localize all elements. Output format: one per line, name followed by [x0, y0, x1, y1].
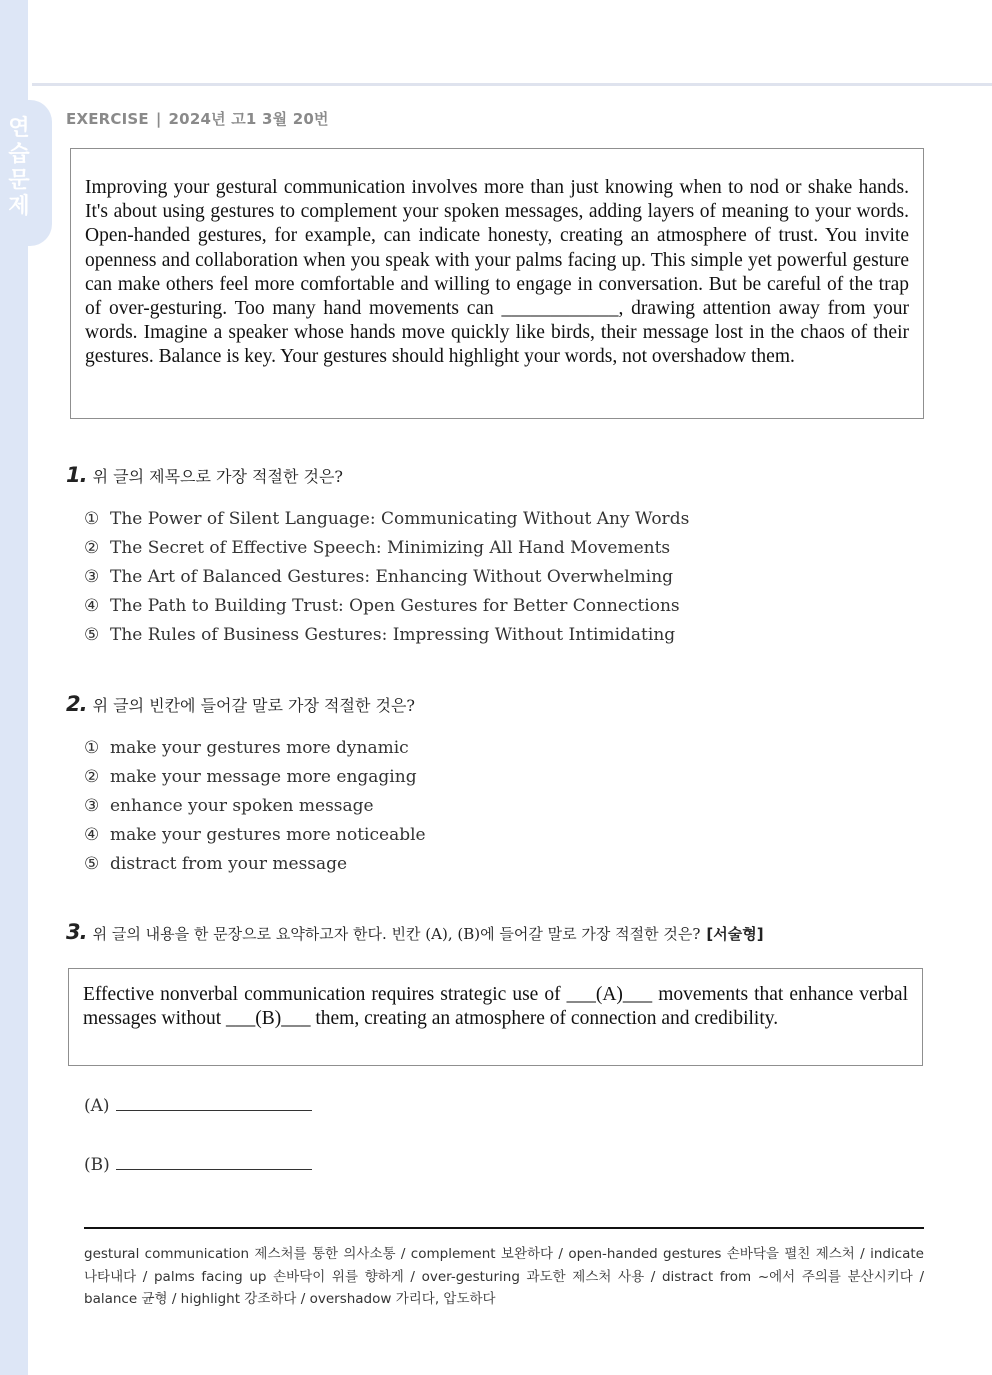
exercise-source: 2024년 고1 3월 20번	[168, 110, 329, 128]
question-2-options	[84, 734, 426, 879]
option-text: The Art of Balanced Gestures: Enhancing Without Overwhelming	[110, 567, 674, 587]
question-prompt: 위 글의 제목으로 가장 적절한 것은?	[92, 467, 343, 486]
option-number: ③	[84, 796, 100, 816]
option-number: ①	[84, 509, 100, 529]
option-1[interactable]	[84, 734, 426, 763]
passage-text: Improving your gestural communication involves more than just knowing when to nod or shake hands. It's about using gestures to complement your spoken messages, adding layers of meaning to your words. Open-handed gestures, for example, can indicate honesty, creating an atmosphere of trust. You invite openness and collaboration when you speak with your palms facing up. This simple yet powerful gesture can make others feel more comfortable and willing to engage in conversation. But be careful of the trap of over-gesturing. Too many hand movements can ____________, drawing attention away from your words. Imagine a speaker whose hands move quickly like birds, their message lost in the chaos of their gestures. Balance is key. Your gestures should highlight your words, not overshadow them.	[85, 177, 909, 368]
answer-a	[84, 1096, 312, 1116]
option-text: The Rules of Business Gestures: Impressing Without Intimidating	[110, 625, 676, 645]
option-text: distract from your message	[110, 854, 348, 874]
option-number: ⑤	[84, 625, 100, 645]
vocabulary-notes: gestural communication 제스처를 통한 의사소통 / complement 보완하다 / open-handed gestures 손바닥을 펼친 제스처 / indicate 나타내다 / palms facing up 손바닥이 위를 향하게 / over-gesturing 과도한 제스처 사용 / distract from ~에서 주의를 분산시키다 / balance 균형 / highlight 강조하다 / overshadow 가리다, 압도하다	[84, 1246, 924, 1307]
option-4[interactable]	[84, 592, 689, 621]
option-number: ③	[84, 567, 100, 587]
option-text: The Path to Building Trust: Open Gestures for Better Connections	[110, 596, 680, 616]
option-number: ②	[84, 767, 100, 787]
question-number: 1.	[66, 463, 87, 487]
option-3[interactable]	[84, 563, 689, 592]
option-text: make your gestures more noticeable	[110, 825, 426, 845]
option-number: ②	[84, 538, 100, 558]
question-1-options	[84, 505, 689, 650]
summary-box	[68, 968, 923, 1066]
exercise-label: EXERCISE	[66, 110, 149, 128]
question-number: 2.	[66, 692, 87, 716]
question-number: 3.	[66, 920, 87, 944]
option-5[interactable]	[84, 850, 426, 879]
question-1	[66, 463, 343, 487]
answer-b-blank[interactable]	[116, 1155, 312, 1170]
option-number: ④	[84, 596, 100, 616]
exercise-header	[66, 108, 329, 129]
header-divider	[32, 83, 992, 86]
vocabulary-divider	[84, 1227, 924, 1229]
option-5[interactable]	[84, 621, 689, 650]
question-prompt: 위 글의 빈칸에 들어갈 말로 가장 적절한 것은?	[92, 696, 415, 715]
option-4[interactable]	[84, 821, 426, 850]
question-type-tag: [서술형]	[706, 925, 764, 943]
summary-text: Effective nonverbal communication requires strategic use of ___(A)___ movements that enhance verbal messages without ___(B)___ them, creating an atmosphere of connection and credibility.	[83, 984, 908, 1029]
option-number: ①	[84, 738, 100, 758]
passage-box	[70, 148, 924, 419]
answer-a-blank[interactable]	[116, 1096, 312, 1111]
option-text: make your gestures more dynamic	[110, 738, 409, 758]
answer-b	[84, 1155, 312, 1175]
section-tab-label: 연습문제	[8, 116, 30, 219]
option-text: The Secret of Effective Speech: Minimizing All Hand Movements	[110, 538, 671, 558]
option-number: ⑤	[84, 854, 100, 874]
option-2[interactable]	[84, 763, 426, 792]
option-number: ④	[84, 825, 100, 845]
question-3	[66, 920, 764, 944]
question-2	[66, 692, 415, 716]
answer-label: (B)	[84, 1155, 110, 1175]
option-text: enhance your spoken message	[110, 796, 374, 816]
option-text: The Power of Silent Language: Communicating Without Any Words	[110, 509, 690, 529]
header-separator: |	[155, 110, 162, 128]
option-3[interactable]	[84, 792, 426, 821]
answer-label: (A)	[84, 1096, 110, 1116]
option-text: make your message more engaging	[110, 767, 417, 787]
option-2[interactable]	[84, 534, 689, 563]
option-1[interactable]	[84, 505, 689, 534]
question-prompt: 위 글의 내용을 한 문장으로 요약하고자 한다. 빈칸 (A), (B)에 들어갈 말로 가장 적절한 것은?	[92, 925, 701, 943]
